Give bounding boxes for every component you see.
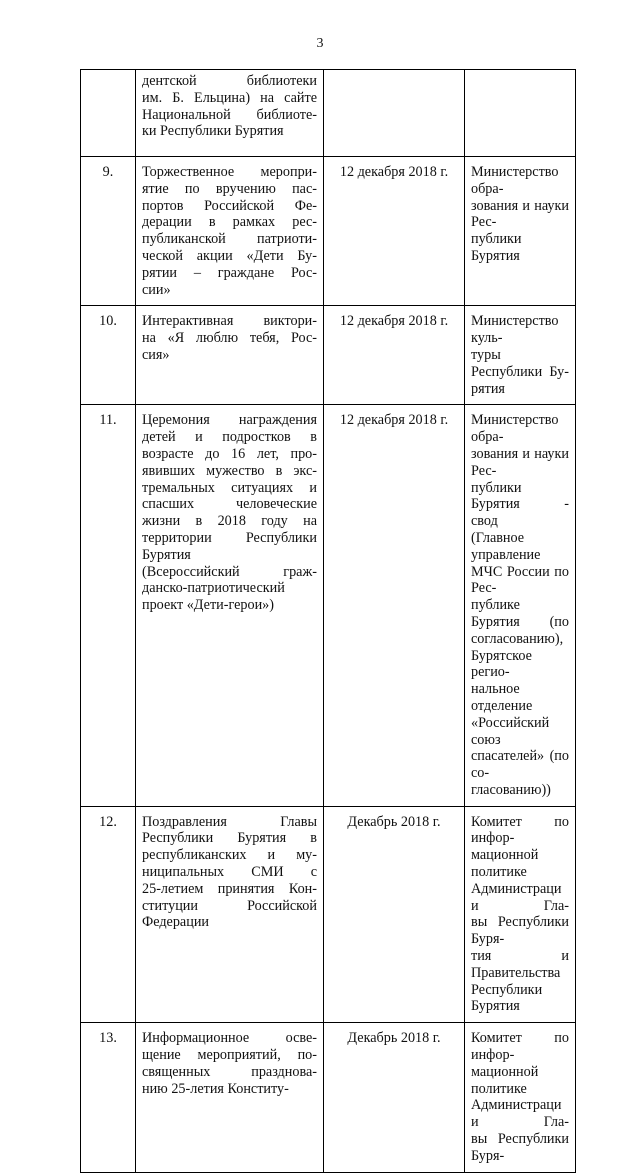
event-text-line: республиканских и му- — [142, 847, 317, 864]
event-text-line: ческой акции «Дети Бу- — [142, 247, 317, 264]
event-text-line: Национальной библиоте- — [142, 106, 317, 123]
event-text-line: 25-летием принятия Кон- — [142, 880, 317, 897]
event-text-line: территории Республики — [142, 529, 317, 546]
event-text-line: Интерактивная виктори- — [142, 313, 317, 330]
event-text-line: явивших мужество в экс- — [142, 462, 317, 479]
responsible-text-line: Министерство куль- — [471, 313, 559, 347]
row-number-cell: 10. — [81, 306, 136, 405]
date-cell: 12 декабря 2018 г. — [324, 405, 465, 806]
event-text-line: ниципальных СМИ с — [142, 864, 317, 881]
event-text-line: дентской библиотеки — [142, 73, 317, 89]
event-text-line: на «Я люблю тебя, Рос- — [142, 330, 317, 347]
event-text-line: сия» — [142, 346, 170, 363]
event-cell — [136, 157, 324, 306]
responsible-cell — [465, 806, 576, 1023]
event-text-line: возрасте до 16 лет, про- — [142, 445, 317, 462]
event-text-line: нию 25-летия Конститу- — [142, 1080, 289, 1097]
event-text-line: Церемония награждения — [142, 412, 317, 429]
event-cell — [136, 1023, 324, 1172]
responsible-text-line: вы Республики Буря- — [471, 1131, 569, 1164]
responsible-text-line: Комитет по инфор- — [471, 813, 569, 847]
event-text-line: портов Российской Фе- — [142, 197, 317, 214]
event-text-line: данско-патриотический — [142, 580, 285, 597]
date-cell: Декабрь 2018 г. — [324, 1023, 465, 1172]
responsible-text-line: туры Республики Бу- — [471, 346, 569, 380]
page-number: 3 — [316, 36, 324, 51]
event-text-line: тремальных ситуациях и — [142, 479, 317, 496]
row-number-cell: 12. — [81, 806, 136, 1023]
event-text-line: Федерации — [142, 914, 210, 931]
event-text-line: публиканской патриоти- — [142, 231, 317, 248]
responsible-text-line: гласованию)) — [471, 781, 551, 798]
responsible-text-line: Министерство обра- — [471, 164, 559, 197]
responsible-text-line: Комитет по инфор- — [471, 1030, 569, 1064]
table-row — [81, 806, 576, 1023]
event-text-line: детей и подростков в — [142, 429, 317, 446]
responsible-text-line: свод — [471, 513, 498, 530]
table-row — [81, 157, 576, 306]
event-text-line: жизни в 2018 году на — [142, 513, 317, 530]
responsible-text-line: мационной политике — [471, 1063, 539, 1097]
event-text-line: ки Республики Бурятия — [142, 123, 284, 140]
events-table — [80, 69, 576, 1173]
table-row — [81, 1023, 576, 1172]
responsible-text-line: рятия — [471, 380, 505, 397]
event-text-line: Поздравления Главы — [142, 813, 317, 830]
event-text-line: им. Б. Ельцина) на сайте — [142, 89, 317, 106]
row-number-cell: 9. — [81, 157, 136, 306]
responsible-text-line: нальное отделение — [471, 681, 533, 714]
row-number-cell — [81, 70, 136, 157]
table-row — [81, 405, 576, 806]
event-cell — [136, 306, 324, 405]
event-cell — [136, 70, 324, 157]
event-text-line: дерации в рамках рес- — [142, 214, 317, 231]
responsible-text-line: Администрации Гла- — [471, 880, 569, 914]
responsible-text-line: Министерство обра- — [471, 412, 559, 446]
event-text-line: Торжественное меропри- — [142, 164, 317, 180]
table-row — [81, 306, 576, 405]
events-table-body — [81, 70, 576, 1173]
responsible-text-line: зования и науки Рес- — [471, 197, 569, 231]
responsible-text-line: «Российский союз — [471, 714, 550, 748]
event-text-line: спасших человеческие — [142, 496, 317, 513]
responsible-text-line: публике Бурятия (по — [471, 597, 569, 630]
event-text-line: щение мероприятий, по- — [142, 1047, 317, 1064]
responsible-text-line: мационной политике — [471, 847, 539, 881]
event-text-line: рятии – граждане Рос- — [142, 264, 317, 281]
date-cell: Декабрь 2018 г. — [324, 806, 465, 1023]
event-text-line: ституции Российской — [142, 897, 317, 914]
responsible-cell — [465, 405, 576, 806]
responsible-text-line: согласованию), — [471, 630, 564, 647]
row-number-cell: 13. — [81, 1023, 136, 1172]
responsible-text-line: тия и Правительства — [471, 948, 569, 981]
responsible-cell — [465, 157, 576, 306]
responsible-cell — [465, 1023, 576, 1172]
responsible-text-line: Республики Бурятия — [471, 981, 543, 1015]
responsible-cell — [465, 70, 576, 157]
event-cell — [136, 806, 324, 1023]
row-number-cell: 11. — [81, 405, 136, 806]
date-cell: 12 декабря 2018 г. — [324, 157, 465, 306]
event-text-line: Информационное осве- — [142, 1030, 317, 1047]
event-text-line: проект «Дети-герои») — [142, 597, 274, 614]
event-text-line: ятие по вручению пас- — [142, 180, 317, 197]
responsible-text-line: публики Бурятия - — [471, 479, 569, 513]
responsible-text-line: спасателей» (по со- — [471, 748, 569, 782]
responsible-text-line: (Главное управление — [471, 529, 541, 563]
table-row — [81, 70, 576, 157]
responsible-text-line: МЧС России по Рес- — [471, 563, 569, 597]
event-text-line: священных празднова- — [142, 1063, 317, 1080]
responsible-text-line: зования и науки Рес- — [471, 445, 569, 479]
date-cell: 12 декабря 2018 г. — [324, 306, 465, 405]
event-text-line: Бурятия — [142, 546, 191, 563]
responsible-cell — [465, 306, 576, 405]
date-cell — [324, 70, 465, 157]
responsible-text-line: Администрации Гла- — [471, 1097, 569, 1131]
event-text-line: сии» — [142, 281, 171, 298]
event-text-line: (Всероссийский граж- — [142, 563, 317, 580]
event-cell — [136, 405, 324, 806]
responsible-text-line: вы Республики Буря- — [471, 914, 569, 948]
responsible-text-line: публики Бурятия — [471, 231, 522, 264]
event-text-line: Республики Бурятия в — [142, 830, 317, 847]
responsible-text-line: Бурятское регио- — [471, 647, 532, 681]
